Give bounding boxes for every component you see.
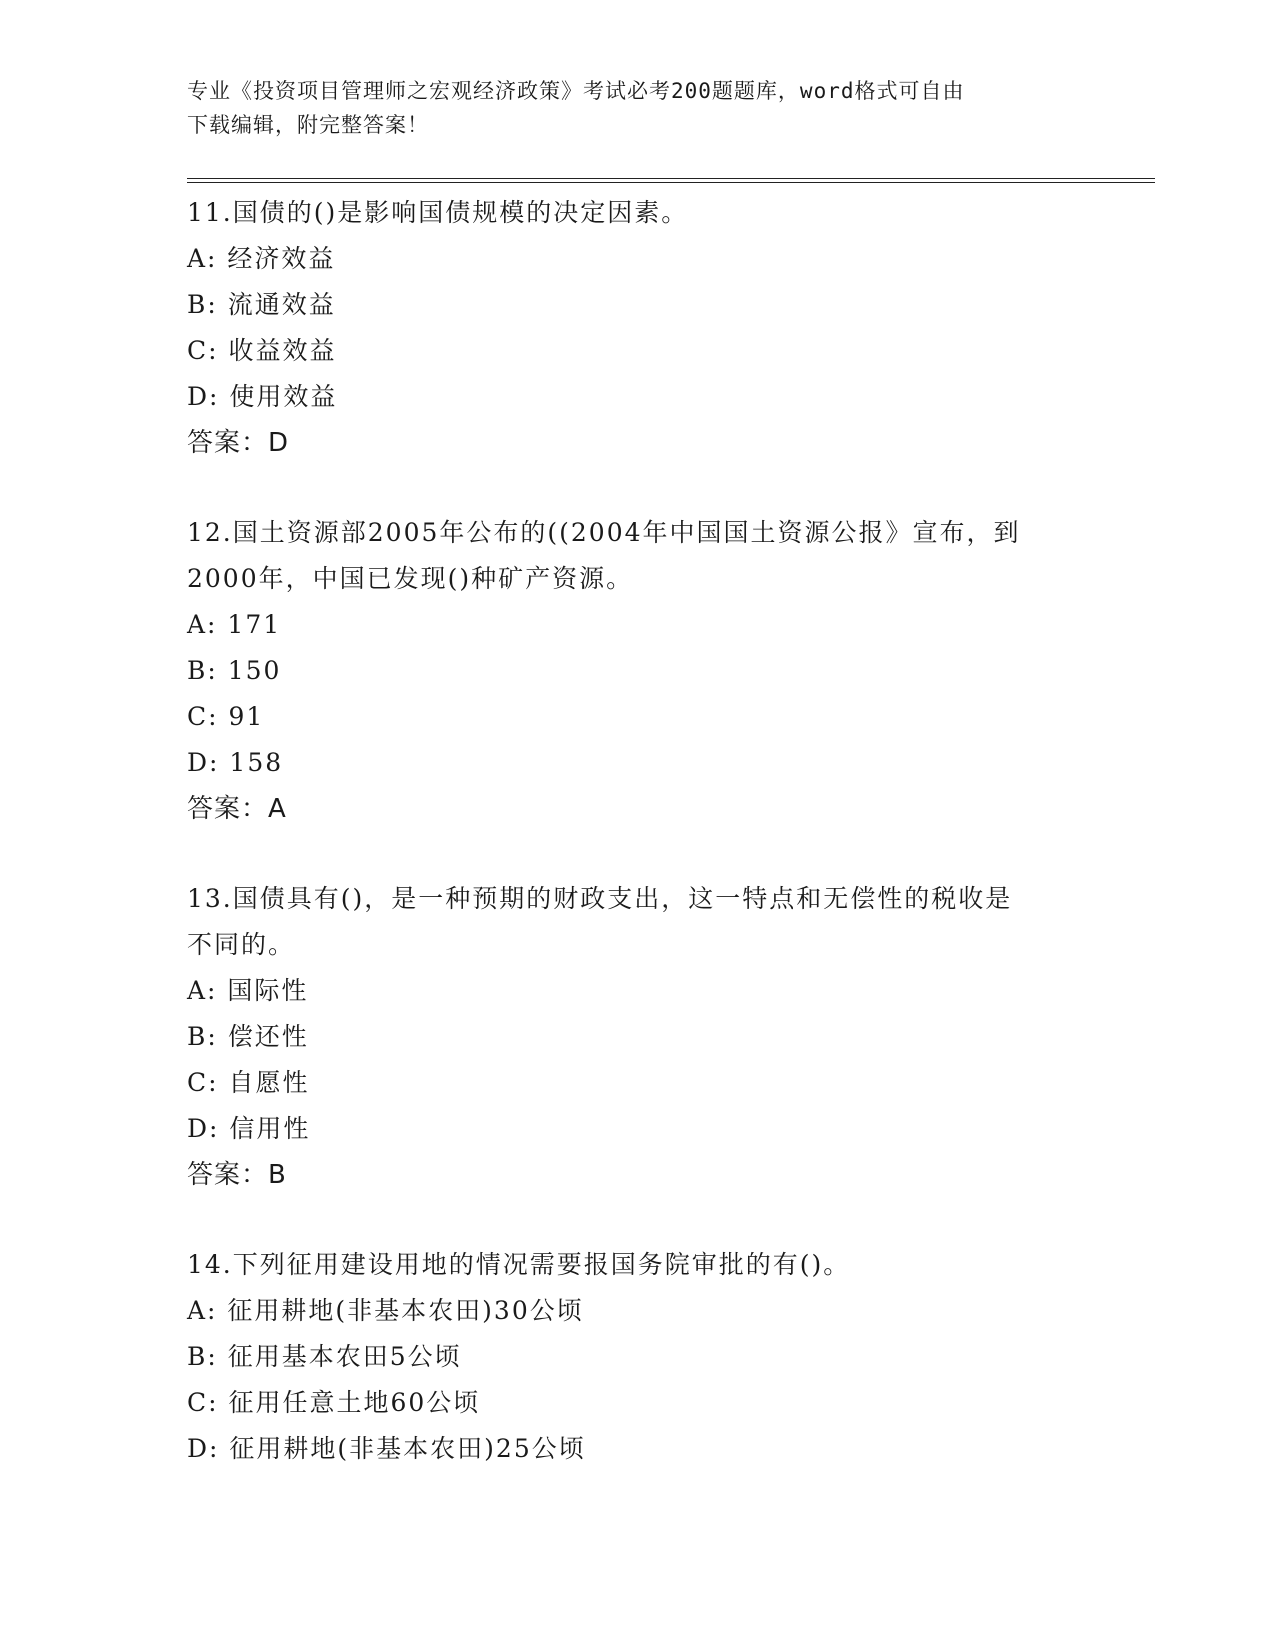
option-c: C: 征用任意土地60公顷	[187, 1388, 481, 1417]
question-13	[187, 876, 1087, 1198]
option-c: C: 收益效益	[187, 336, 337, 365]
header-line-1: 专业《投资项目管理师之宏观经济政策》考试必考200题题库，word格式可自由	[187, 79, 965, 103]
option-d: D: 信用性	[187, 1114, 311, 1143]
question-11	[187, 190, 1087, 466]
spacer	[187, 832, 1087, 876]
document-header	[187, 74, 1067, 142]
answer-label: 答案：	[187, 428, 269, 458]
spacer	[187, 466, 1087, 510]
answer-line	[187, 420, 1087, 466]
question-stem-continued: 不同的。	[187, 930, 296, 959]
option-a: A: 171	[187, 610, 282, 639]
option-a: A: 国际性	[187, 976, 309, 1005]
option-c: C: 自愿性	[187, 1068, 310, 1097]
question-stem: 12.国土资源部2005年公布的((2004年中国国土资源公报》宣布，到	[187, 518, 1021, 547]
answer-label: 答案：	[187, 794, 269, 824]
answer-value: A	[268, 794, 287, 824]
answer-line	[187, 1152, 1087, 1198]
option-b: B: 偿还性	[187, 1022, 309, 1051]
option-d: D: 征用耕地(非基本农田)25公顷	[187, 1434, 586, 1463]
option-b: B: 150	[187, 656, 282, 685]
option-b: B: 征用基本农田5公顷	[187, 1342, 462, 1371]
question-14	[187, 1242, 1087, 1472]
option-a: A: 征用耕地(非基本农田)30公顷	[187, 1296, 584, 1325]
question-stem: 13.国债具有()，是一种预期的财政支出，这一特点和无偿性的税收是	[187, 884, 1013, 913]
header-rule-thick	[187, 182, 1155, 183]
question-stem: 14.下列征用建设用地的情况需要报国务院审批的有()。	[187, 1250, 851, 1279]
option-b: B: 流通效益	[187, 290, 336, 319]
answer-value: D	[268, 428, 290, 458]
question-stem-continued: 2000年，中国已发现()种矿产资源。	[187, 564, 634, 593]
question-list	[187, 190, 1087, 1472]
answer-label: 答案：	[187, 1160, 269, 1190]
option-a: A: 经济效益	[187, 244, 336, 273]
header-rule-thin	[187, 178, 1155, 179]
option-d: D: 使用效益	[187, 382, 338, 411]
spacer	[187, 1198, 1087, 1242]
header-line-2: 下载编辑，附完整答案！	[187, 113, 429, 137]
question-12	[187, 510, 1087, 832]
answer-line	[187, 786, 1087, 832]
option-d: D: 158	[187, 748, 284, 777]
question-stem: 11.国债的()是影响国债规模的决定因素。	[187, 198, 689, 227]
option-c: C: 91	[187, 702, 265, 731]
answer-value: B	[268, 1160, 287, 1190]
